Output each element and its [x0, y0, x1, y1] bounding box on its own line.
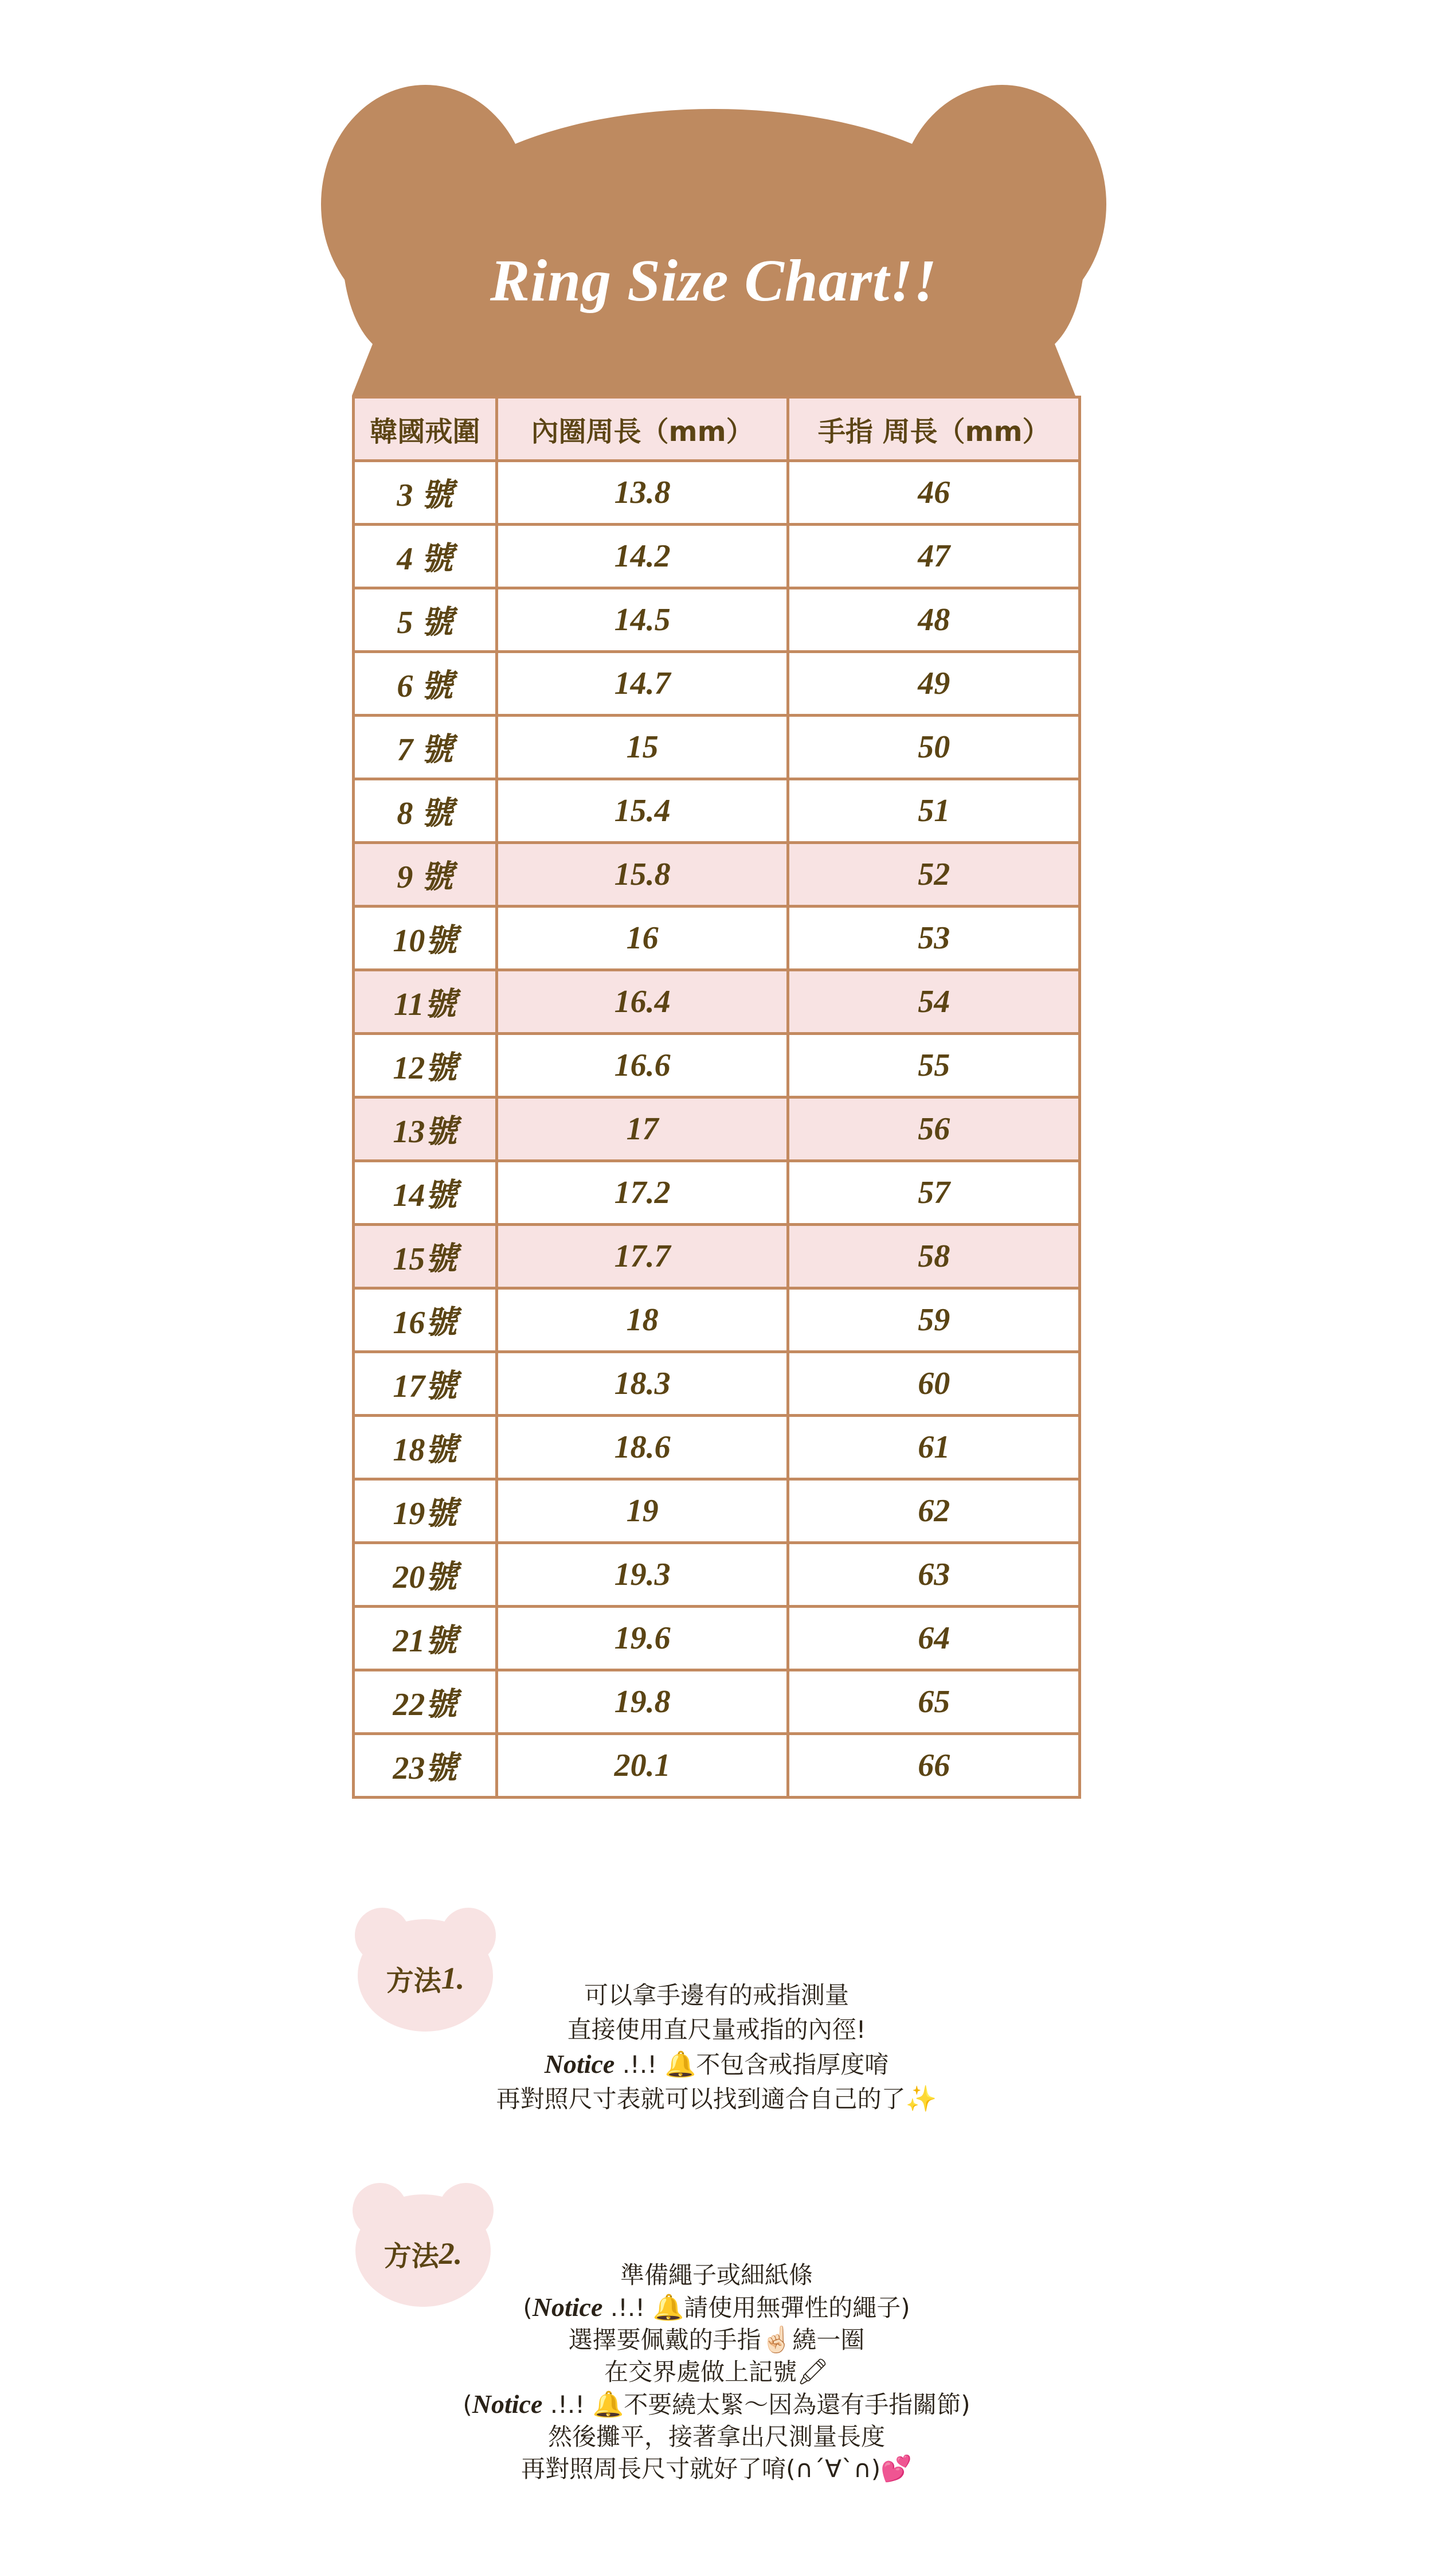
bell-icon: 🔔 [652, 2293, 684, 2322]
finger-cell: 61 [788, 1416, 1080, 1479]
size-cell: 7 號 [354, 716, 497, 779]
finger-cell: 64 [788, 1607, 1080, 1670]
method2-label-text: 方法 [383, 2240, 439, 2272]
size-cell: 18號 [354, 1416, 497, 1479]
inner-cell: 17.2 [496, 1161, 788, 1225]
inner-cell: 15 [496, 716, 788, 779]
table-row [354, 1288, 1080, 1352]
inner-cell: 16.4 [496, 970, 788, 1034]
method2-line-3-text: 選擇要佩戴的手指 [568, 2326, 761, 2354]
finger-cell: 54 [788, 970, 1080, 1034]
method1-line-3 [344, 2047, 1089, 2082]
pointing-finger-icon: ☝🏻 [761, 2325, 793, 2354]
open-paren: ( [463, 2391, 472, 2419]
bear-head-shape [321, 75, 1106, 401]
method2-line-5-text: 不要繞太緊～因為還有手指關節) [624, 2391, 970, 2419]
size-cell: 11號 [354, 970, 497, 1034]
size-cell: 9 號 [354, 843, 497, 907]
size-cell: 3 號 [354, 461, 497, 525]
inner-cell: 20.1 [496, 1734, 788, 1798]
inner-cell: 18 [496, 1288, 788, 1352]
inner-cell: 15.8 [496, 843, 788, 907]
method2-instructions [344, 2259, 1089, 2485]
table-row [354, 1670, 1080, 1734]
finger-cell: 46 [788, 461, 1080, 525]
method1-line-2: 直接使用直尺量戒指的內徑! [567, 2016, 866, 2044]
method2-line-7-text: 再對照周長尺寸就好了唷(∩´∀`∩) [521, 2455, 881, 2483]
notice-marks: .!.! [602, 2294, 653, 2322]
finger-cell: 55 [788, 1034, 1080, 1097]
size-cell: 6 號 [354, 652, 497, 716]
table-row [354, 461, 1080, 525]
finger-cell: 57 [788, 1161, 1080, 1225]
notice-marks: .!.! [542, 2391, 593, 2419]
notice-marks: .!.! [615, 2050, 665, 2079]
inner-cell: 19.8 [496, 1670, 788, 1734]
notice-label: Notice [544, 2049, 615, 2079]
method2-line-1: 準備繩子或細紙條 [620, 2261, 813, 2289]
inner-cell: 19 [496, 1479, 788, 1543]
method2-line-7 [344, 2453, 1089, 2485]
finger-cell: 59 [788, 1288, 1080, 1352]
size-cell: 5 號 [354, 588, 497, 652]
method2-line-3-text2: 繞一圈 [792, 2326, 865, 2354]
finger-cell: 63 [788, 1543, 1080, 1607]
finger-cell: 49 [788, 652, 1080, 716]
finger-cell: 52 [788, 843, 1080, 907]
column-header-korean-size: 韓國戒圍 [354, 397, 497, 461]
table-row [354, 1543, 1080, 1607]
table-body [354, 461, 1080, 1798]
method1-line-3-text: 不包含戒指厚度唷 [696, 2050, 889, 2079]
finger-cell: 48 [788, 588, 1080, 652]
inner-cell: 14.2 [496, 525, 788, 588]
finger-cell: 65 [788, 1670, 1080, 1734]
method1-line-4-text: 再對照尺寸表就可以找到適合自己的了 [496, 2085, 906, 2113]
method2-line-6: 然後攤平，接著拿出尺測量長度 [547, 2423, 885, 2451]
table-row [354, 1734, 1080, 1798]
size-cell: 17號 [354, 1352, 497, 1416]
table-row [354, 1479, 1080, 1543]
table-row [354, 1034, 1080, 1097]
size-cell: 13號 [354, 1097, 497, 1161]
size-cell: 23號 [354, 1734, 497, 1798]
method2-line-4 [344, 2356, 1089, 2388]
inner-cell: 19.6 [496, 1607, 788, 1670]
inner-cell: 18.6 [496, 1416, 788, 1479]
size-cell: 16號 [354, 1288, 497, 1352]
table-row-highlighted [354, 1225, 1080, 1288]
table-row [354, 1352, 1080, 1416]
ring-size-table [352, 396, 1081, 1799]
table-row [354, 907, 1080, 970]
table-row [354, 525, 1080, 588]
table-row-highlighted [354, 970, 1080, 1034]
size-cell: 19號 [354, 1479, 497, 1543]
inner-cell: 19.3 [496, 1543, 788, 1607]
inner-cell: 15.4 [496, 779, 788, 843]
finger-cell: 66 [788, 1734, 1080, 1798]
size-cell: 15號 [354, 1225, 497, 1288]
inner-cell: 17 [496, 1097, 788, 1161]
inner-cell: 18.3 [496, 1352, 788, 1416]
inner-cell: 17.7 [496, 1225, 788, 1288]
size-cell: 10號 [354, 907, 497, 970]
inner-cell: 13.8 [496, 461, 788, 525]
table-row [354, 1161, 1080, 1225]
table-row [354, 588, 1080, 652]
table-row [354, 716, 1080, 779]
size-cell: 4 號 [354, 525, 497, 588]
open-paren: ( [523, 2294, 533, 2322]
table-row [354, 1607, 1080, 1670]
page-title: Ring Size Chart!! [490, 248, 937, 314]
finger-cell: 51 [788, 779, 1080, 843]
method1-instructions [344, 1978, 1089, 2116]
size-cell: 14號 [354, 1161, 497, 1225]
sparkles-icon: ✨ [905, 2084, 937, 2114]
table-row-highlighted [354, 1097, 1080, 1161]
finger-cell: 60 [788, 1352, 1080, 1416]
size-cell: 12號 [354, 1034, 497, 1097]
crayon-icon: 🖍 [797, 2357, 829, 2386]
size-cell: 22號 [354, 1670, 497, 1734]
method2-line-4-text: 在交界處做上記號 [604, 2358, 797, 2386]
method2-line-2-text: 請使用無彈性的繩子) [684, 2294, 910, 2322]
size-cell: 20號 [354, 1543, 497, 1607]
finger-cell: 50 [788, 716, 1080, 779]
method1-line-4 [344, 2082, 1089, 2116]
notice-label: Notice [532, 2292, 603, 2322]
table-header-row [354, 397, 1080, 461]
table-row [354, 1416, 1080, 1479]
bell-icon: 🔔 [664, 2050, 696, 2079]
size-cell: 21號 [354, 1607, 497, 1670]
notice-label: Notice [472, 2389, 543, 2419]
inner-cell: 14.7 [496, 652, 788, 716]
method2-line-2 [344, 2291, 1089, 2324]
method1-label-number: 1. [441, 1961, 465, 1995]
inner-cell: 16 [496, 907, 788, 970]
size-cell: 8 號 [354, 779, 497, 843]
method1-label-text: 方法 [386, 1964, 441, 1997]
table-row-highlighted [354, 843, 1080, 907]
column-header-inner-circumference: 內圈周長（mm） [496, 397, 788, 461]
finger-cell: 56 [788, 1097, 1080, 1161]
method2-label-number: 2. [439, 2236, 463, 2271]
finger-cell: 47 [788, 525, 1080, 588]
table-row [354, 779, 1080, 843]
inner-cell: 14.5 [496, 588, 788, 652]
method1-line-1: 可以拿手邊有的戒指測量 [584, 1981, 849, 2009]
finger-cell: 58 [788, 1225, 1080, 1288]
method2-line-5 [344, 2388, 1089, 2421]
method2-line-3 [344, 2324, 1089, 2356]
column-header-finger-circumference: 手指 周長（mm） [788, 397, 1080, 461]
bear-head-header [321, 75, 1106, 401]
table-row [354, 652, 1080, 716]
inner-cell: 16.6 [496, 1034, 788, 1097]
finger-cell: 62 [788, 1479, 1080, 1543]
bell-icon: 🔔 [592, 2390, 624, 2419]
hearts-icon: 💕 [880, 2454, 912, 2483]
finger-cell: 53 [788, 907, 1080, 970]
